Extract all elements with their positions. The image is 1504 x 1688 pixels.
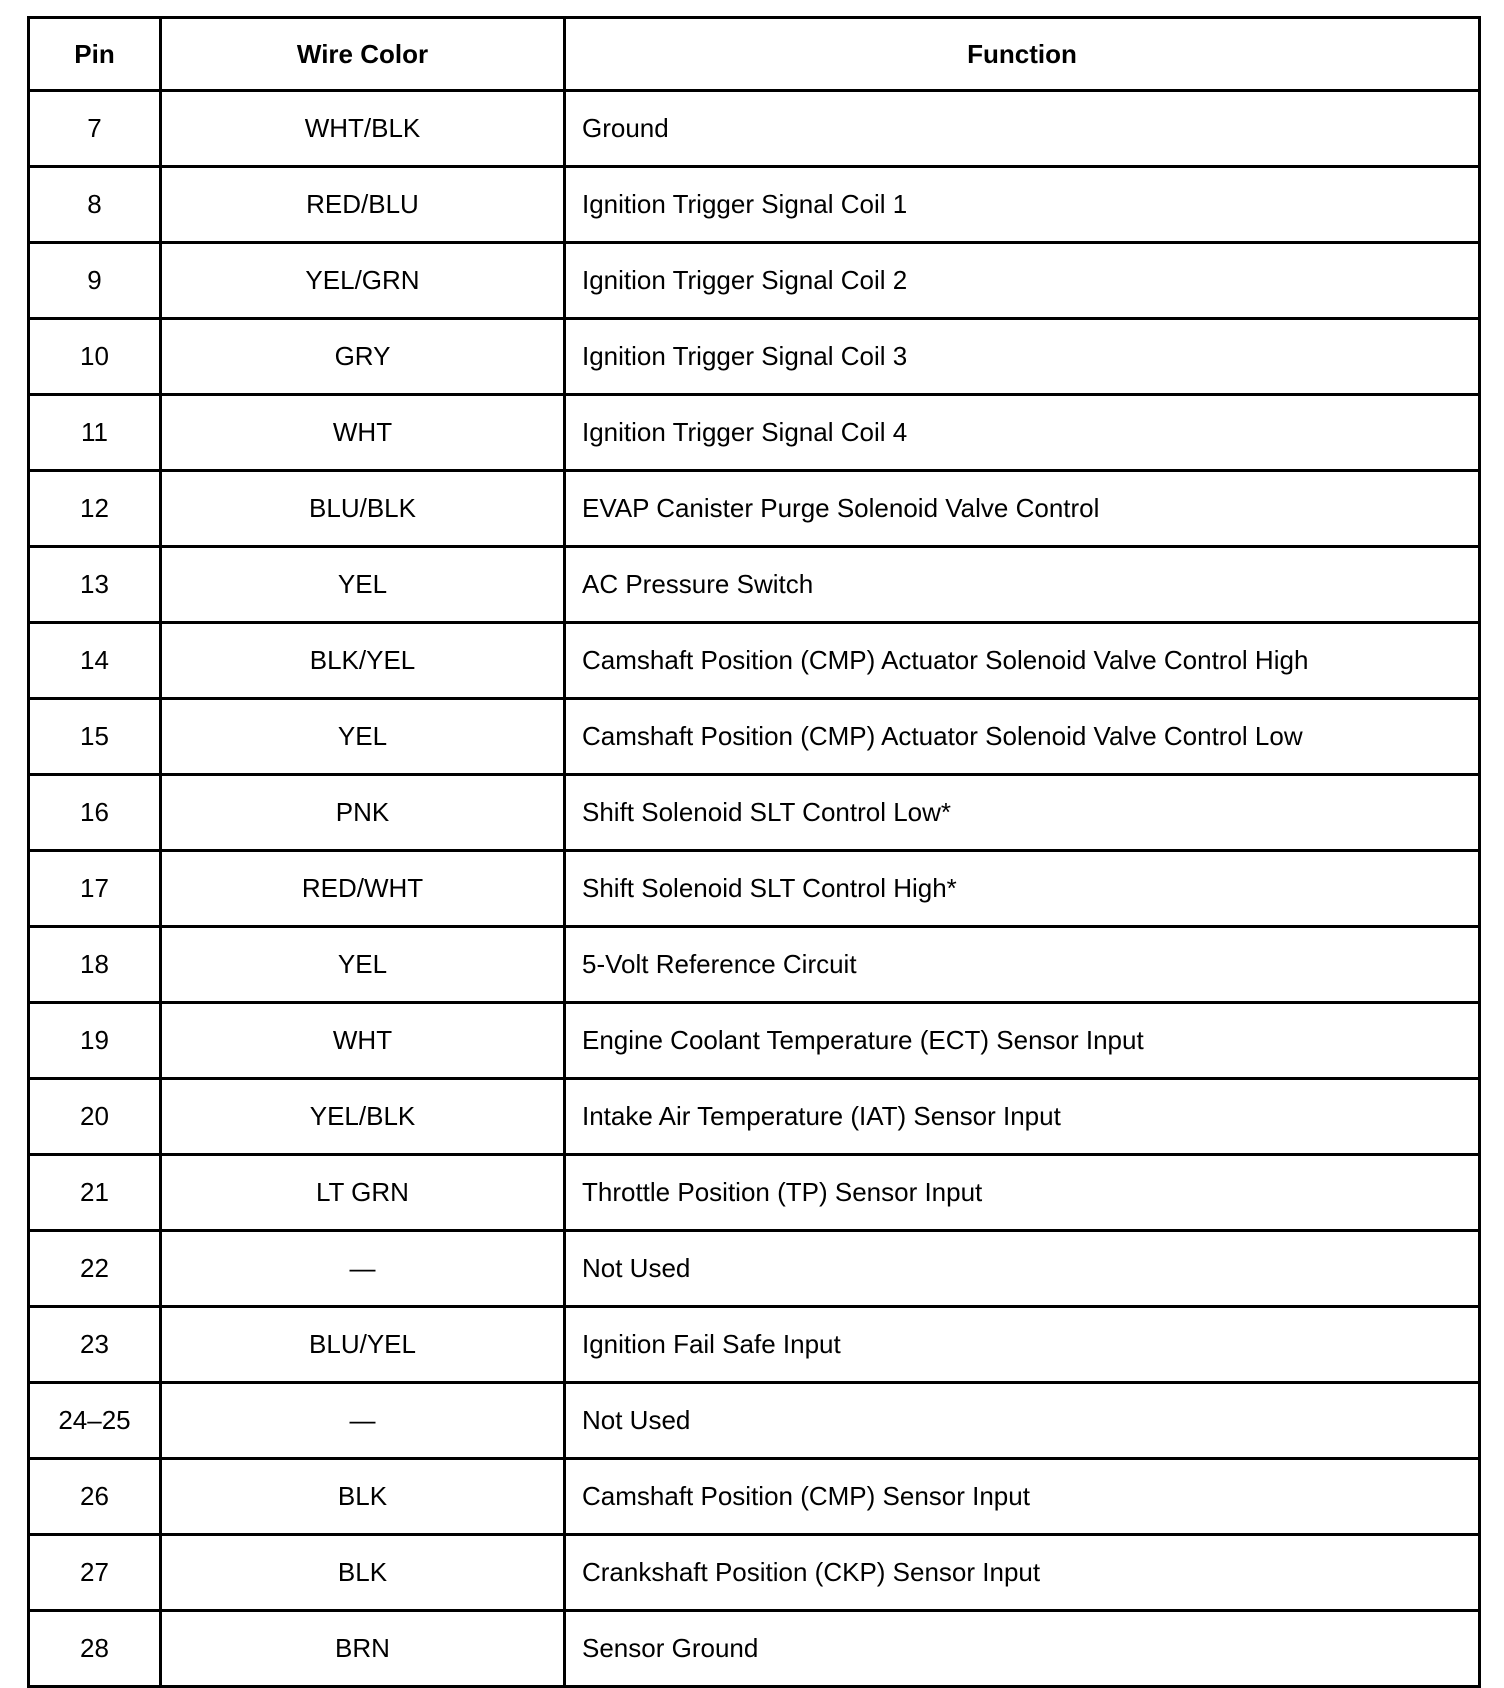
wire-color-cell: — [161, 1231, 565, 1307]
function-cell: Ignition Trigger Signal Coil 4 [565, 395, 1480, 471]
function-cell: Not Used [565, 1231, 1480, 1307]
table-row [29, 91, 1480, 167]
pin-cell: 23 [29, 1307, 161, 1383]
wire-color-cell: BLK/YEL [161, 623, 565, 699]
table-row [29, 851, 1480, 927]
function-cell: Shift Solenoid SLT Control Low* [565, 775, 1480, 851]
function-cell: Ignition Fail Safe Input [565, 1307, 1480, 1383]
wire-color-cell: BLU/BLK [161, 471, 565, 547]
header-wire-color: Wire Color [161, 18, 565, 91]
wire-color-cell: GRY [161, 319, 565, 395]
table-row [29, 1003, 1480, 1079]
table-row [29, 1535, 1480, 1611]
header-function: Function [565, 18, 1480, 91]
table-row [29, 395, 1480, 471]
function-cell: Shift Solenoid SLT Control High* [565, 851, 1480, 927]
table-row [29, 1611, 1480, 1687]
pin-cell: 22 [29, 1231, 161, 1307]
pin-cell: 24–25 [29, 1383, 161, 1459]
table-row [29, 319, 1480, 395]
function-cell: Ignition Trigger Signal Coil 2 [565, 243, 1480, 319]
pin-cell: 15 [29, 699, 161, 775]
pin-cell: 17 [29, 851, 161, 927]
function-cell: Camshaft Position (CMP) Actuator Solenoid Valve Control High [565, 623, 1480, 699]
pin-cell: 7 [29, 91, 161, 167]
function-cell: Throttle Position (TP) Sensor Input [565, 1155, 1480, 1231]
table-row [29, 1307, 1480, 1383]
function-cell: Engine Coolant Temperature (ECT) Sensor Input [565, 1003, 1480, 1079]
wire-color-cell: YEL/GRN [161, 243, 565, 319]
table-row [29, 927, 1480, 1003]
pin-table-container [27, 16, 1478, 1688]
pin-cell: 19 [29, 1003, 161, 1079]
table-row [29, 243, 1480, 319]
header-pin: Pin [29, 18, 161, 91]
table-row [29, 623, 1480, 699]
table-row [29, 167, 1480, 243]
pin-cell: 16 [29, 775, 161, 851]
pin-cell: 28 [29, 1611, 161, 1687]
header-row [29, 18, 1480, 91]
wire-color-cell: YEL [161, 547, 565, 623]
pin-cell: 27 [29, 1535, 161, 1611]
wire-color-cell: RED/BLU [161, 167, 565, 243]
wire-color-cell: BLK [161, 1535, 565, 1611]
wire-color-cell: BLU/YEL [161, 1307, 565, 1383]
wire-color-cell: YEL [161, 927, 565, 1003]
table-row [29, 775, 1480, 851]
function-cell: Ignition Trigger Signal Coil 3 [565, 319, 1480, 395]
table-row [29, 471, 1480, 547]
pin-cell: 18 [29, 927, 161, 1003]
function-cell: Camshaft Position (CMP) Actuator Solenoid Valve Control Low [565, 699, 1480, 775]
function-cell: Camshaft Position (CMP) Sensor Input [565, 1459, 1480, 1535]
wire-color-cell: WHT [161, 1003, 565, 1079]
pin-cell: 8 [29, 167, 161, 243]
table-row [29, 1459, 1480, 1535]
wire-color-cell: PNK [161, 775, 565, 851]
table-row [29, 699, 1480, 775]
wire-color-cell: BRN [161, 1611, 565, 1687]
pin-cell: 10 [29, 319, 161, 395]
function-cell: Crankshaft Position (CKP) Sensor Input [565, 1535, 1480, 1611]
pin-cell: 20 [29, 1079, 161, 1155]
wire-color-cell: YEL [161, 699, 565, 775]
function-cell: Intake Air Temperature (IAT) Sensor Input [565, 1079, 1480, 1155]
table-row [29, 1231, 1480, 1307]
pin-table [27, 16, 1481, 1688]
wire-color-cell: BLK [161, 1459, 565, 1535]
wire-color-cell: WHT/BLK [161, 91, 565, 167]
wire-color-cell: LT GRN [161, 1155, 565, 1231]
table-row [29, 1383, 1480, 1459]
function-cell: Not Used [565, 1383, 1480, 1459]
wire-color-cell: WHT [161, 395, 565, 471]
table-body [29, 91, 1480, 1687]
table-row [29, 1155, 1480, 1231]
pin-cell: 13 [29, 547, 161, 623]
function-cell: 5-Volt Reference Circuit [565, 927, 1480, 1003]
function-cell: Ground [565, 91, 1480, 167]
pin-cell: 9 [29, 243, 161, 319]
wire-color-cell: YEL/BLK [161, 1079, 565, 1155]
table-row [29, 1079, 1480, 1155]
function-cell: Ignition Trigger Signal Coil 1 [565, 167, 1480, 243]
table-row [29, 547, 1480, 623]
pin-cell: 11 [29, 395, 161, 471]
pin-cell: 21 [29, 1155, 161, 1231]
pin-cell: 12 [29, 471, 161, 547]
pin-cell: 14 [29, 623, 161, 699]
function-cell: AC Pressure Switch [565, 547, 1480, 623]
wire-color-cell: RED/WHT [161, 851, 565, 927]
function-cell: EVAP Canister Purge Solenoid Valve Control [565, 471, 1480, 547]
pin-cell: 26 [29, 1459, 161, 1535]
wire-color-cell: — [161, 1383, 565, 1459]
function-cell: Sensor Ground [565, 1611, 1480, 1687]
